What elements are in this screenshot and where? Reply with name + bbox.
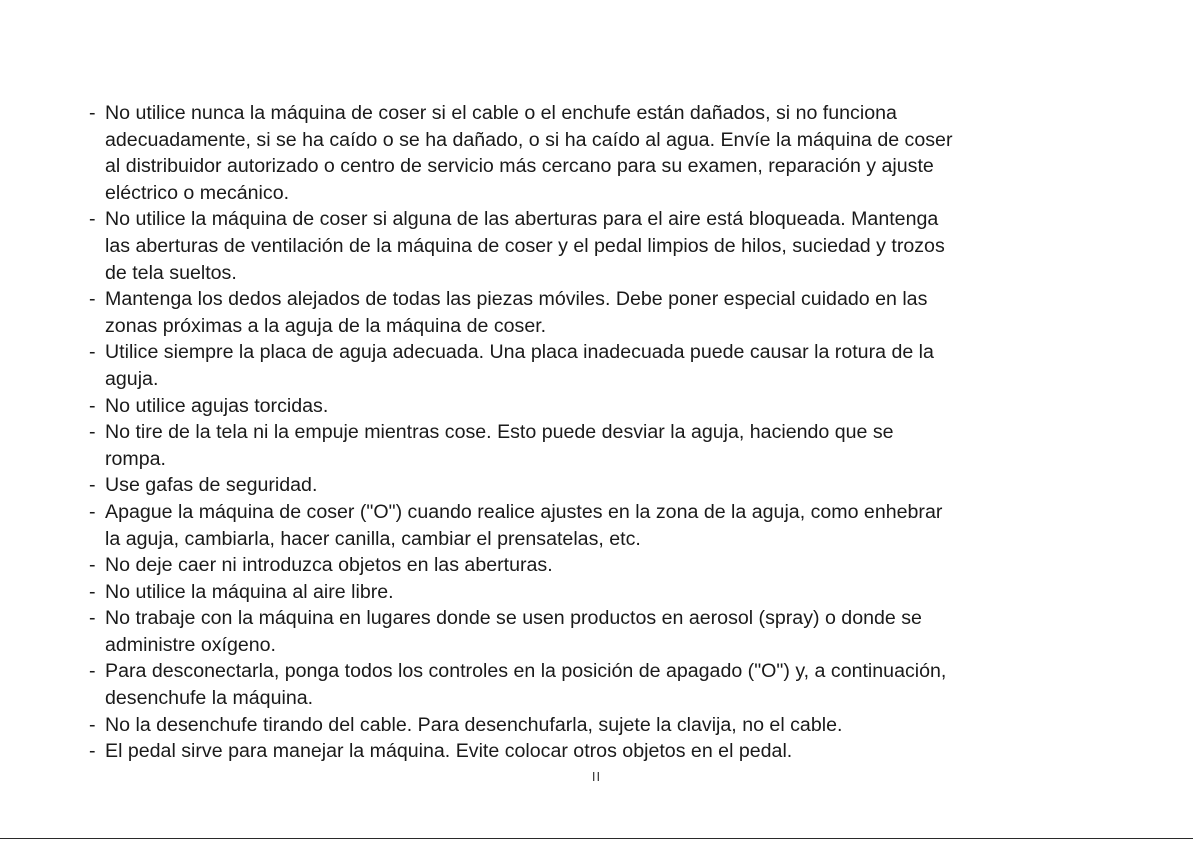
list-item <box>89 579 1184 606</box>
list-item-text: No utilice agujas torcidas. <box>105 394 329 417</box>
list-item <box>89 712 1184 739</box>
list-item <box>89 658 1184 711</box>
list-item <box>89 499 1184 552</box>
list-item-text: Para desconectarla, ponga todos los controles en la posición de apagado ("O") y, a continuación, desenchufe la máquina. <box>105 660 947 710</box>
bullet-marker: - <box>89 421 96 444</box>
bullet-marker: - <box>89 288 96 311</box>
page-number: II <box>591 769 602 784</box>
list-item-text: No utilice la máquina al aire libre. <box>105 580 394 603</box>
list-item <box>89 206 1184 286</box>
list-item-text: Apague la máquina de coser ("O") cuando realice ajustes en la zona de la aguja, como enhebrar la aguja, cambiarla, hacer canilla, cambiar el prensatelas, etc. <box>105 500 943 550</box>
bullet-marker: - <box>89 474 96 497</box>
list-item-text: No utilice la máquina de coser si alguna de las aberturas para el aire está bloqueada. Mantenga las aberturas de ventilación de la máquina de coser y el pedal limpios de hilos, suciedad y trozos de tela sueltos. <box>105 208 945 284</box>
bullet-marker: - <box>89 554 96 577</box>
list-item <box>89 100 1184 206</box>
bullet-marker: - <box>89 580 96 603</box>
list-item-text: Use gafas de seguridad. <box>105 474 318 497</box>
bullet-marker: - <box>89 660 96 683</box>
list-item <box>89 339 1184 392</box>
list-item-text: No tire de la tela ni la empuje mientras cose. Esto puede desviar la aguja, haciendo que se rompa. <box>105 421 894 470</box>
bullet-marker: - <box>89 607 96 630</box>
bullet-marker: - <box>89 740 96 763</box>
list-item <box>89 286 1184 339</box>
list-item-text: Mantenga los dedos alejados de todas las piezas móviles. Debe poner especial cuidado en las zonas próximas a la aguja de la máquina de coser. <box>105 288 928 337</box>
list-item-text: No la desenchufe tirando del cable. Para desenchufarla, sujete la clavija, no el cable. <box>105 713 843 736</box>
list-item-text: No utilice nunca la máquina de coser si el cable o el enchufe están dañados, si no funciona adecuadamente, si se ha caído o se ha dañado, o si ha caído al agua. Envíe la máquina de coser al distribuidor autorizado o centro de servicio más cercano para su examen, reparación y ajuste eléctrico o mecánico. <box>105 102 953 204</box>
list-item <box>89 738 1184 765</box>
list-item-text: El pedal sirve para manejar la máquina. Evite colocar otros objetos en el pedal. <box>105 740 793 763</box>
page-content <box>89 100 1184 765</box>
bullet-marker: - <box>89 394 96 417</box>
list-item-text: No deje caer ni introduzca objetos en las aberturas. <box>105 554 553 577</box>
list-item-text: No trabaje con la máquina en lugares donde se usen productos en aerosol (spray) o donde se administre oxígeno. <box>105 607 922 656</box>
safety-instructions-list <box>89 100 1184 765</box>
list-item-text: Utilice siempre la placa de aguja adecuada. Una placa inadecuada puede causar la rotura de la aguja. <box>105 341 934 390</box>
bottom-divider <box>0 838 1193 839</box>
bullet-marker: - <box>89 713 96 736</box>
list-item <box>89 605 1184 658</box>
list-item <box>89 552 1184 579</box>
list-item <box>89 393 1184 420</box>
list-item <box>89 419 1184 472</box>
list-item <box>89 472 1184 499</box>
bullet-marker: - <box>89 102 96 124</box>
bullet-marker: - <box>89 208 96 231</box>
bullet-marker: - <box>89 500 96 523</box>
bullet-marker: - <box>89 341 96 364</box>
